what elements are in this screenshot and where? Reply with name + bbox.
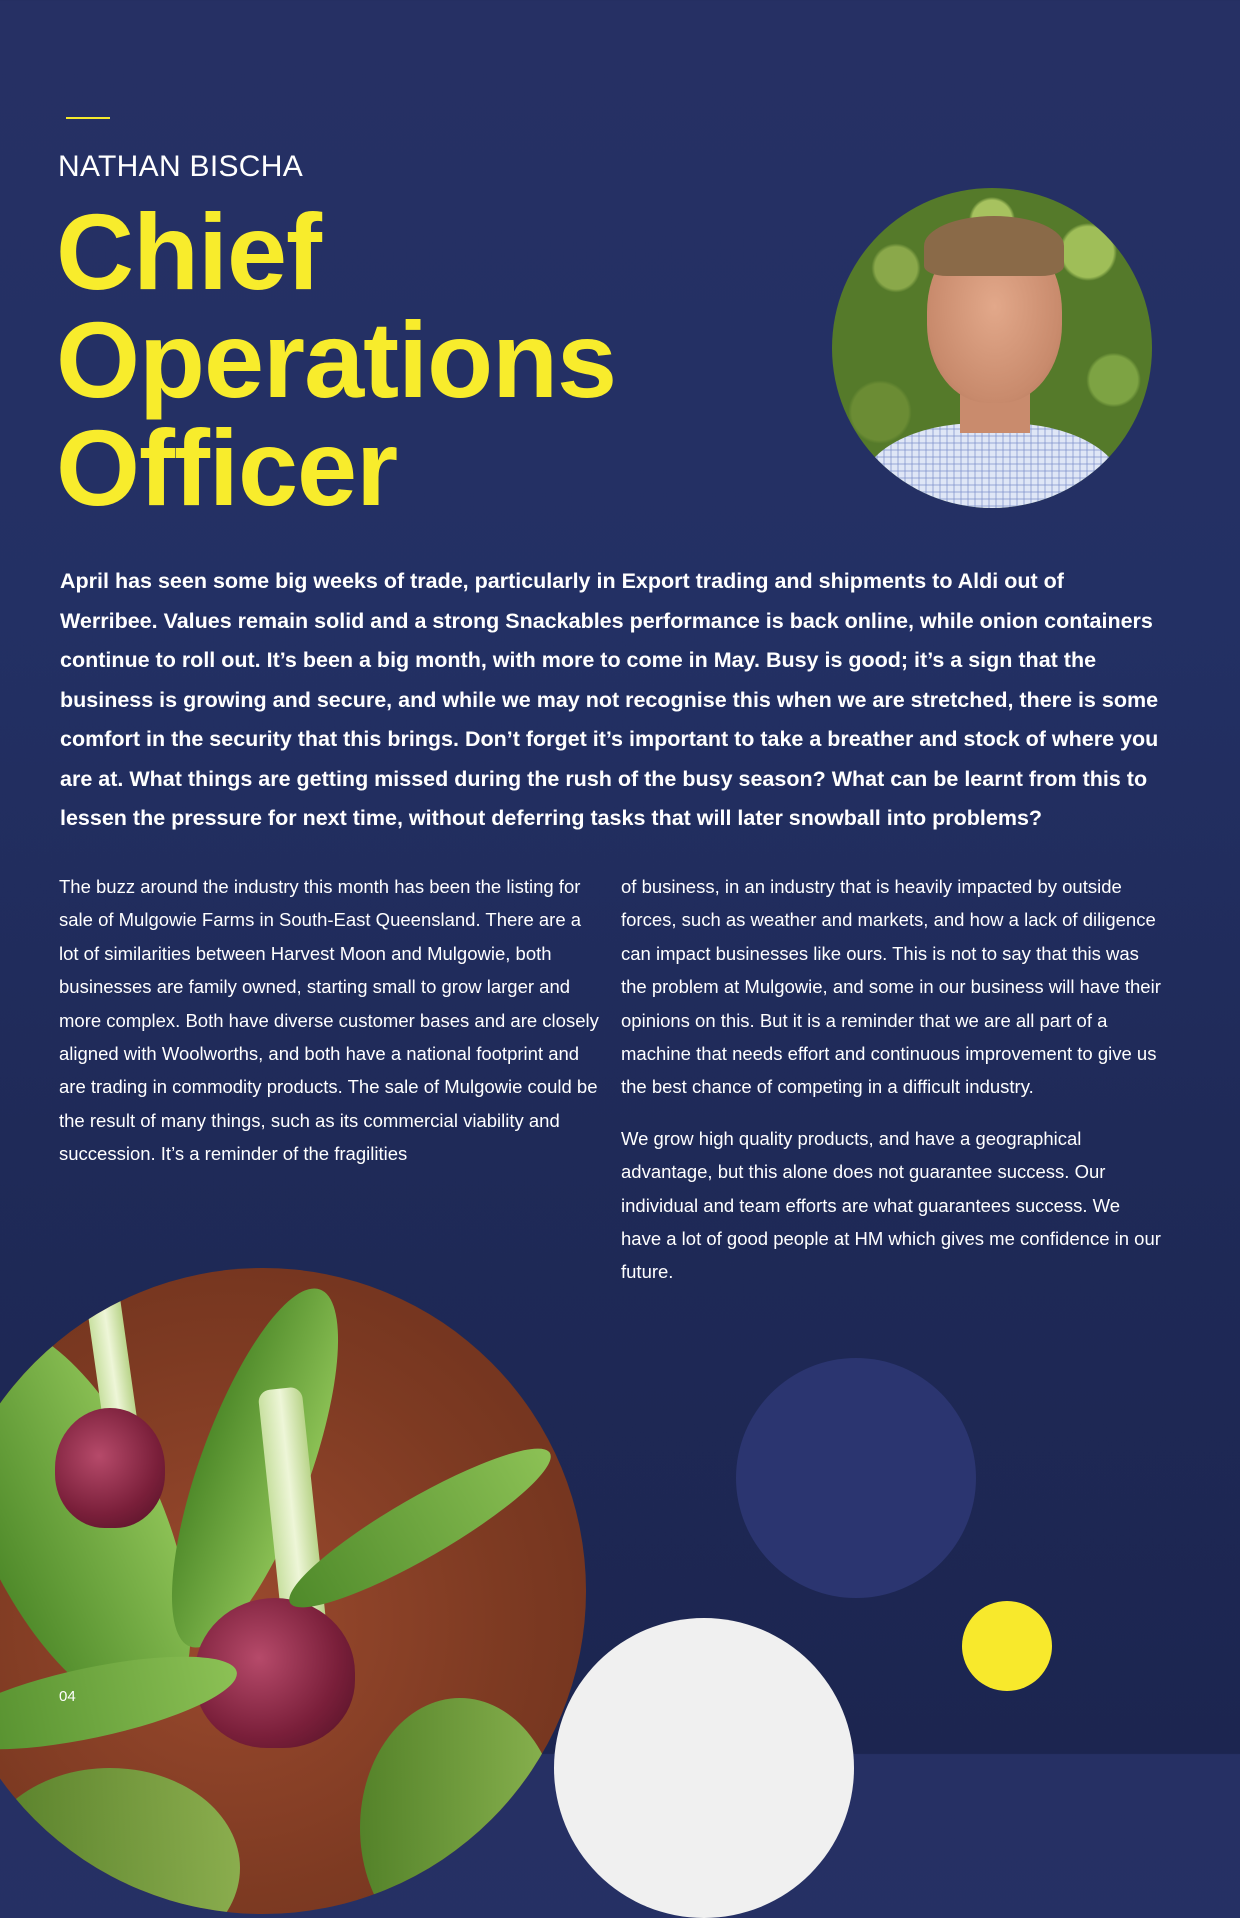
portrait-hair: [924, 216, 1064, 276]
photo-onion-bulb: [55, 1408, 165, 1528]
photo-leaf: [275, 1427, 565, 1629]
photo-leaf: [360, 1698, 560, 1914]
decorative-circle-yellow: [962, 1601, 1052, 1691]
decorative-circle-navy: [736, 1358, 976, 1598]
photo-leaf: [0, 1768, 240, 1914]
body-column-right: [621, 870, 1161, 1307]
body-paragraph: of business, in an industry that is heavily impacted by outside forces, such as weather and markets, and how a lack of diligence can impact businesses like ours. This is not to say that this was the problem at Mulgowie, and some in our business will have their opinions on this. But it is a reminder that we are all part of a machine that needs effort and continuous improvement to give us the best chance of competing in a difficult industry.: [621, 876, 1161, 1098]
role-title-line: Operations: [56, 299, 617, 420]
accent-line: [66, 117, 110, 119]
body-paragraph: We grow high quality products, and have a geographical advantage, but this alone does not guarantee success. Our individual and team efforts are what guarantees success. We have a lot of good people at HM which gives me confidence in our future.: [621, 1127, 1161, 1283]
intro-paragraph: April has seen some big weeks of trade, particularly in Export trading and shipments to Aldi out of Werribee. Values remain solid and a strong Snackables performance is back online, while onion containers continue to roll out. It’s been a big month, with more to come in May. Busy is good; it’s a sign that the business is growing and secure, and while we may not recognise this when we are stretched, there is some comfort in the security that this brings. Don’t forget it’s important to take a breather and stock of where you are at. What things are getting missed during the rush of the busy season? What can be learnt from this to lessen the pressure for next time, without deferring tasks that will later snowball into problems?: [60, 569, 1159, 830]
page-number: 04: [59, 1688, 76, 1705]
portrait-photo: [832, 188, 1152, 508]
body-paragraph: The buzz around the industry this month has been the listing for sale of Mulgowie Farms in South-East Queensland. There are a lot of similarities between Harvest Moon and Mulgowie, both businesses are family owned, starting small to grow larger and more complex. Both have diverse customer bases and are closely aligned with Woolworths, and both have a national footprint and are trading in commodity products. The sale of Mulgowie could be the result of many things, such as its commercial viability and succession. It’s a reminder of the fragilities: [59, 876, 599, 1165]
role-title-line: Chief: [56, 191, 321, 312]
portrait-shirt: [862, 423, 1122, 508]
person-name: NATHAN BISCHA: [58, 150, 304, 183]
decorative-circle-white: [554, 1618, 854, 1918]
body-column-left: [59, 870, 599, 1189]
role-title: [56, 191, 756, 528]
role-title-line: Officer: [56, 407, 398, 528]
onion-field-photo: [0, 1268, 586, 1914]
